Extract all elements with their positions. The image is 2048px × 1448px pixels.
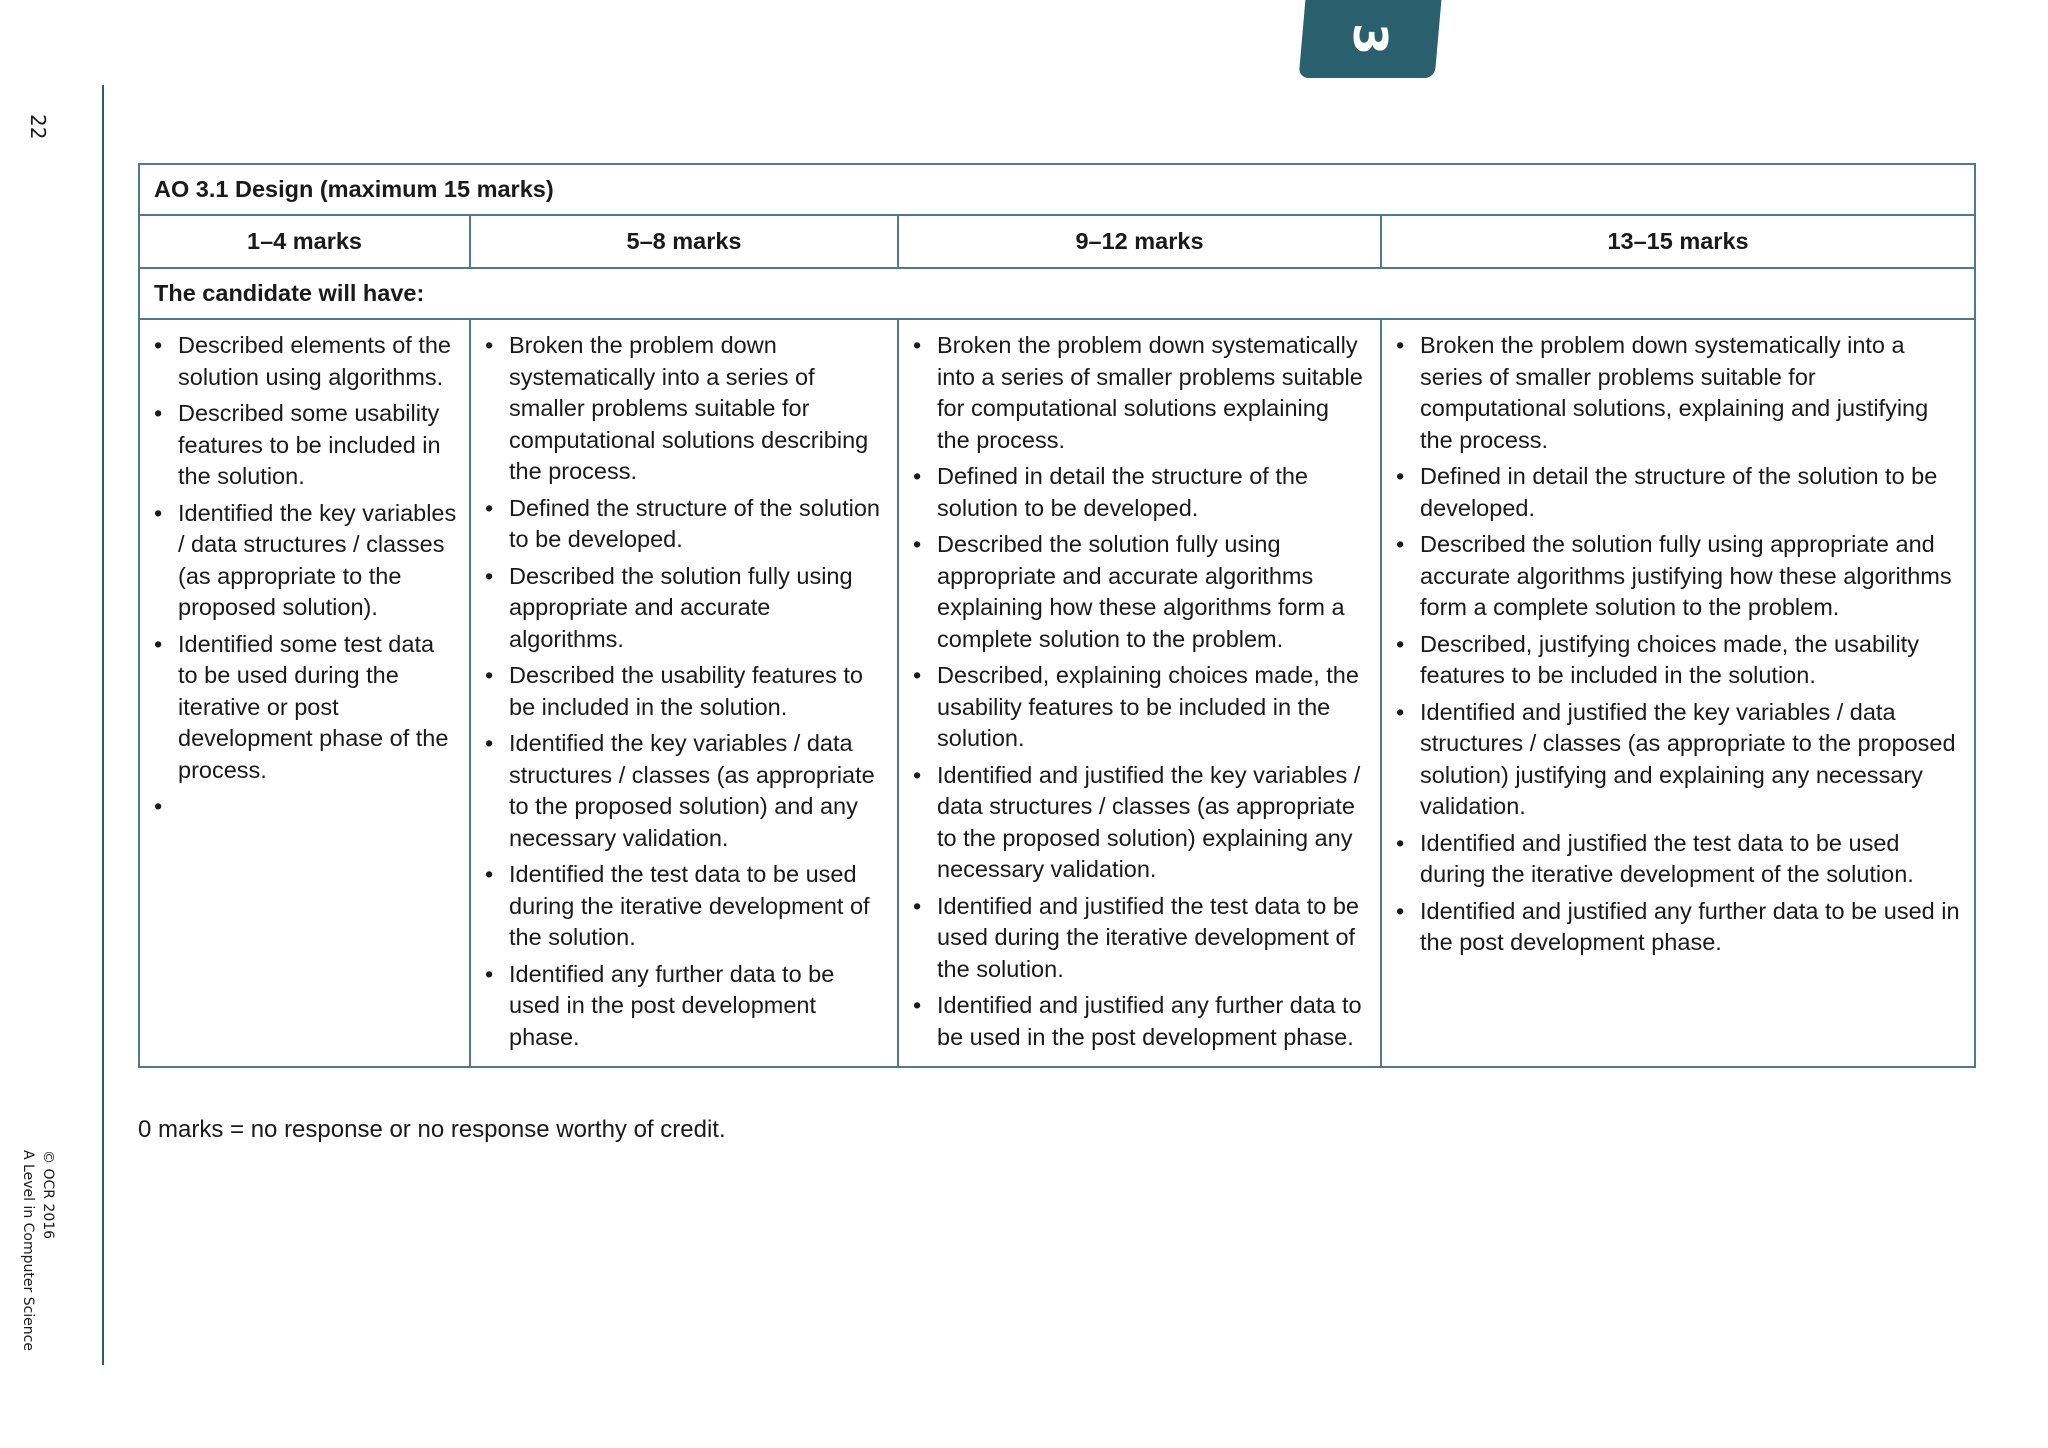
descriptor-item: • Defined the structure of the solution to be developed. — [483, 493, 885, 556]
mark-band-header: 13–15 marks — [1381, 215, 1975, 268]
descriptor-row — [139, 319, 1975, 1067]
descriptor-item: • Identified any further data to be used in the post development phase. — [483, 959, 885, 1054]
table-title: AO 3.1 Design (maximum 15 marks) — [139, 164, 1975, 215]
mark-band-header: 9–12 marks — [898, 215, 1381, 268]
band-4-descriptors — [1381, 319, 1975, 1067]
descriptor-item: • Described some usability features to be included in the solution. — [152, 398, 457, 493]
band-2-descriptors — [470, 319, 898, 1067]
descriptor-item: • Described the solution fully using appropriate and accurate algorithms. — [483, 561, 885, 656]
descriptor-item: • Defined in detail the structure of the solution to be developed. — [1394, 461, 1962, 524]
descriptor-item: • Identified the key variables / data structures / classes (as appropriate to the proposed solution). — [152, 498, 457, 624]
zero-marks-note: 0 marks = no response or no response worthy of credit. — [138, 1116, 726, 1143]
mark-band-header: 5–8 marks — [470, 215, 898, 268]
descriptor-item: • Broken the problem down systematically into a series of smaller problems suitable for computational solutions describing the process. — [483, 330, 885, 488]
descriptor-item: • Identified and justified the key variables / data structures / classes (as appropriate to the proposed solution) justifying and explaining any necessary validation. — [1394, 697, 1962, 823]
course-title: A Level in Computer Science — [20, 1150, 36, 1351]
page-number: 22 — [26, 114, 50, 140]
table-title-row — [139, 164, 1975, 215]
chapter-number: 3 — [1342, 22, 1397, 56]
side-footer — [18, 1150, 58, 1351]
descriptor-item: • Described the solution fully using appropriate and accurate algorithms explaining how these algorithms form a complete solution to the problem. — [911, 529, 1368, 655]
candidate-intro: The candidate will have: — [139, 268, 1975, 319]
descriptor-item: • Identified and justified the test data to be used during the iterative development of the solution. — [911, 891, 1368, 986]
marking-grid-table — [138, 163, 1976, 1068]
mark-band-header: 1–4 marks — [139, 215, 470, 268]
descriptor-item: • Described, justifying choices made, the usability features to be included in the solution. — [1394, 629, 1962, 692]
descriptor-item: • Described elements of the solution using algorithms. — [152, 330, 457, 393]
descriptor-item: • Broken the problem down systematically into a series of smaller problems suitable for computational solutions explaining the process. — [911, 330, 1368, 456]
descriptor-item: • Identified the key variables / data structures / classes (as appropriate to the proposed solution) and any necessary validation. — [483, 728, 885, 854]
descriptor-item: • Identified and justified the test data to be used during the iterative development of the solution. — [1394, 828, 1962, 891]
descriptor-item: • Identified and justified the key variables / data structures / classes (as appropriate to the proposed solution) explaining any necessary validation. — [911, 760, 1368, 886]
descriptor-item: • Described the usability features to be included in the solution. — [483, 660, 885, 723]
band-3-descriptors — [898, 319, 1381, 1067]
band-1-descriptors — [139, 319, 470, 1067]
copyright-text: © OCR 2016 — [40, 1150, 56, 1240]
descriptor-item: • Defined in detail the structure of the solution to be developed. — [911, 461, 1368, 524]
descriptor-item: • Identified and justified any further data to be used in the post development phase. — [1394, 896, 1962, 959]
descriptor-item: • Described the solution fully using appropriate and accurate algorithms justifying how these algorithms form a complete solution to the problem. — [1394, 529, 1962, 624]
descriptor-item: • Broken the problem down systematically into a series of smaller problems suitable for computational solutions, explaining and justifying the process. — [1394, 330, 1962, 456]
descriptor-item: • Described, explaining choices made, the usability features to be included in the solution. — [911, 660, 1368, 755]
descriptor-item: • Identified and justified any further data to be used in the post development phase. — [911, 990, 1368, 1053]
descriptor-item: • Identified the test data to be used during the iterative development of the solution. — [483, 859, 885, 954]
descriptor-item: • Identified some test data to be used during the iterative or post development phase of the process. — [152, 629, 457, 787]
side-rule — [102, 85, 104, 1365]
chapter-number-badge — [1302, 0, 1438, 78]
intro-row — [139, 268, 1975, 319]
mark-band-row — [139, 215, 1975, 268]
